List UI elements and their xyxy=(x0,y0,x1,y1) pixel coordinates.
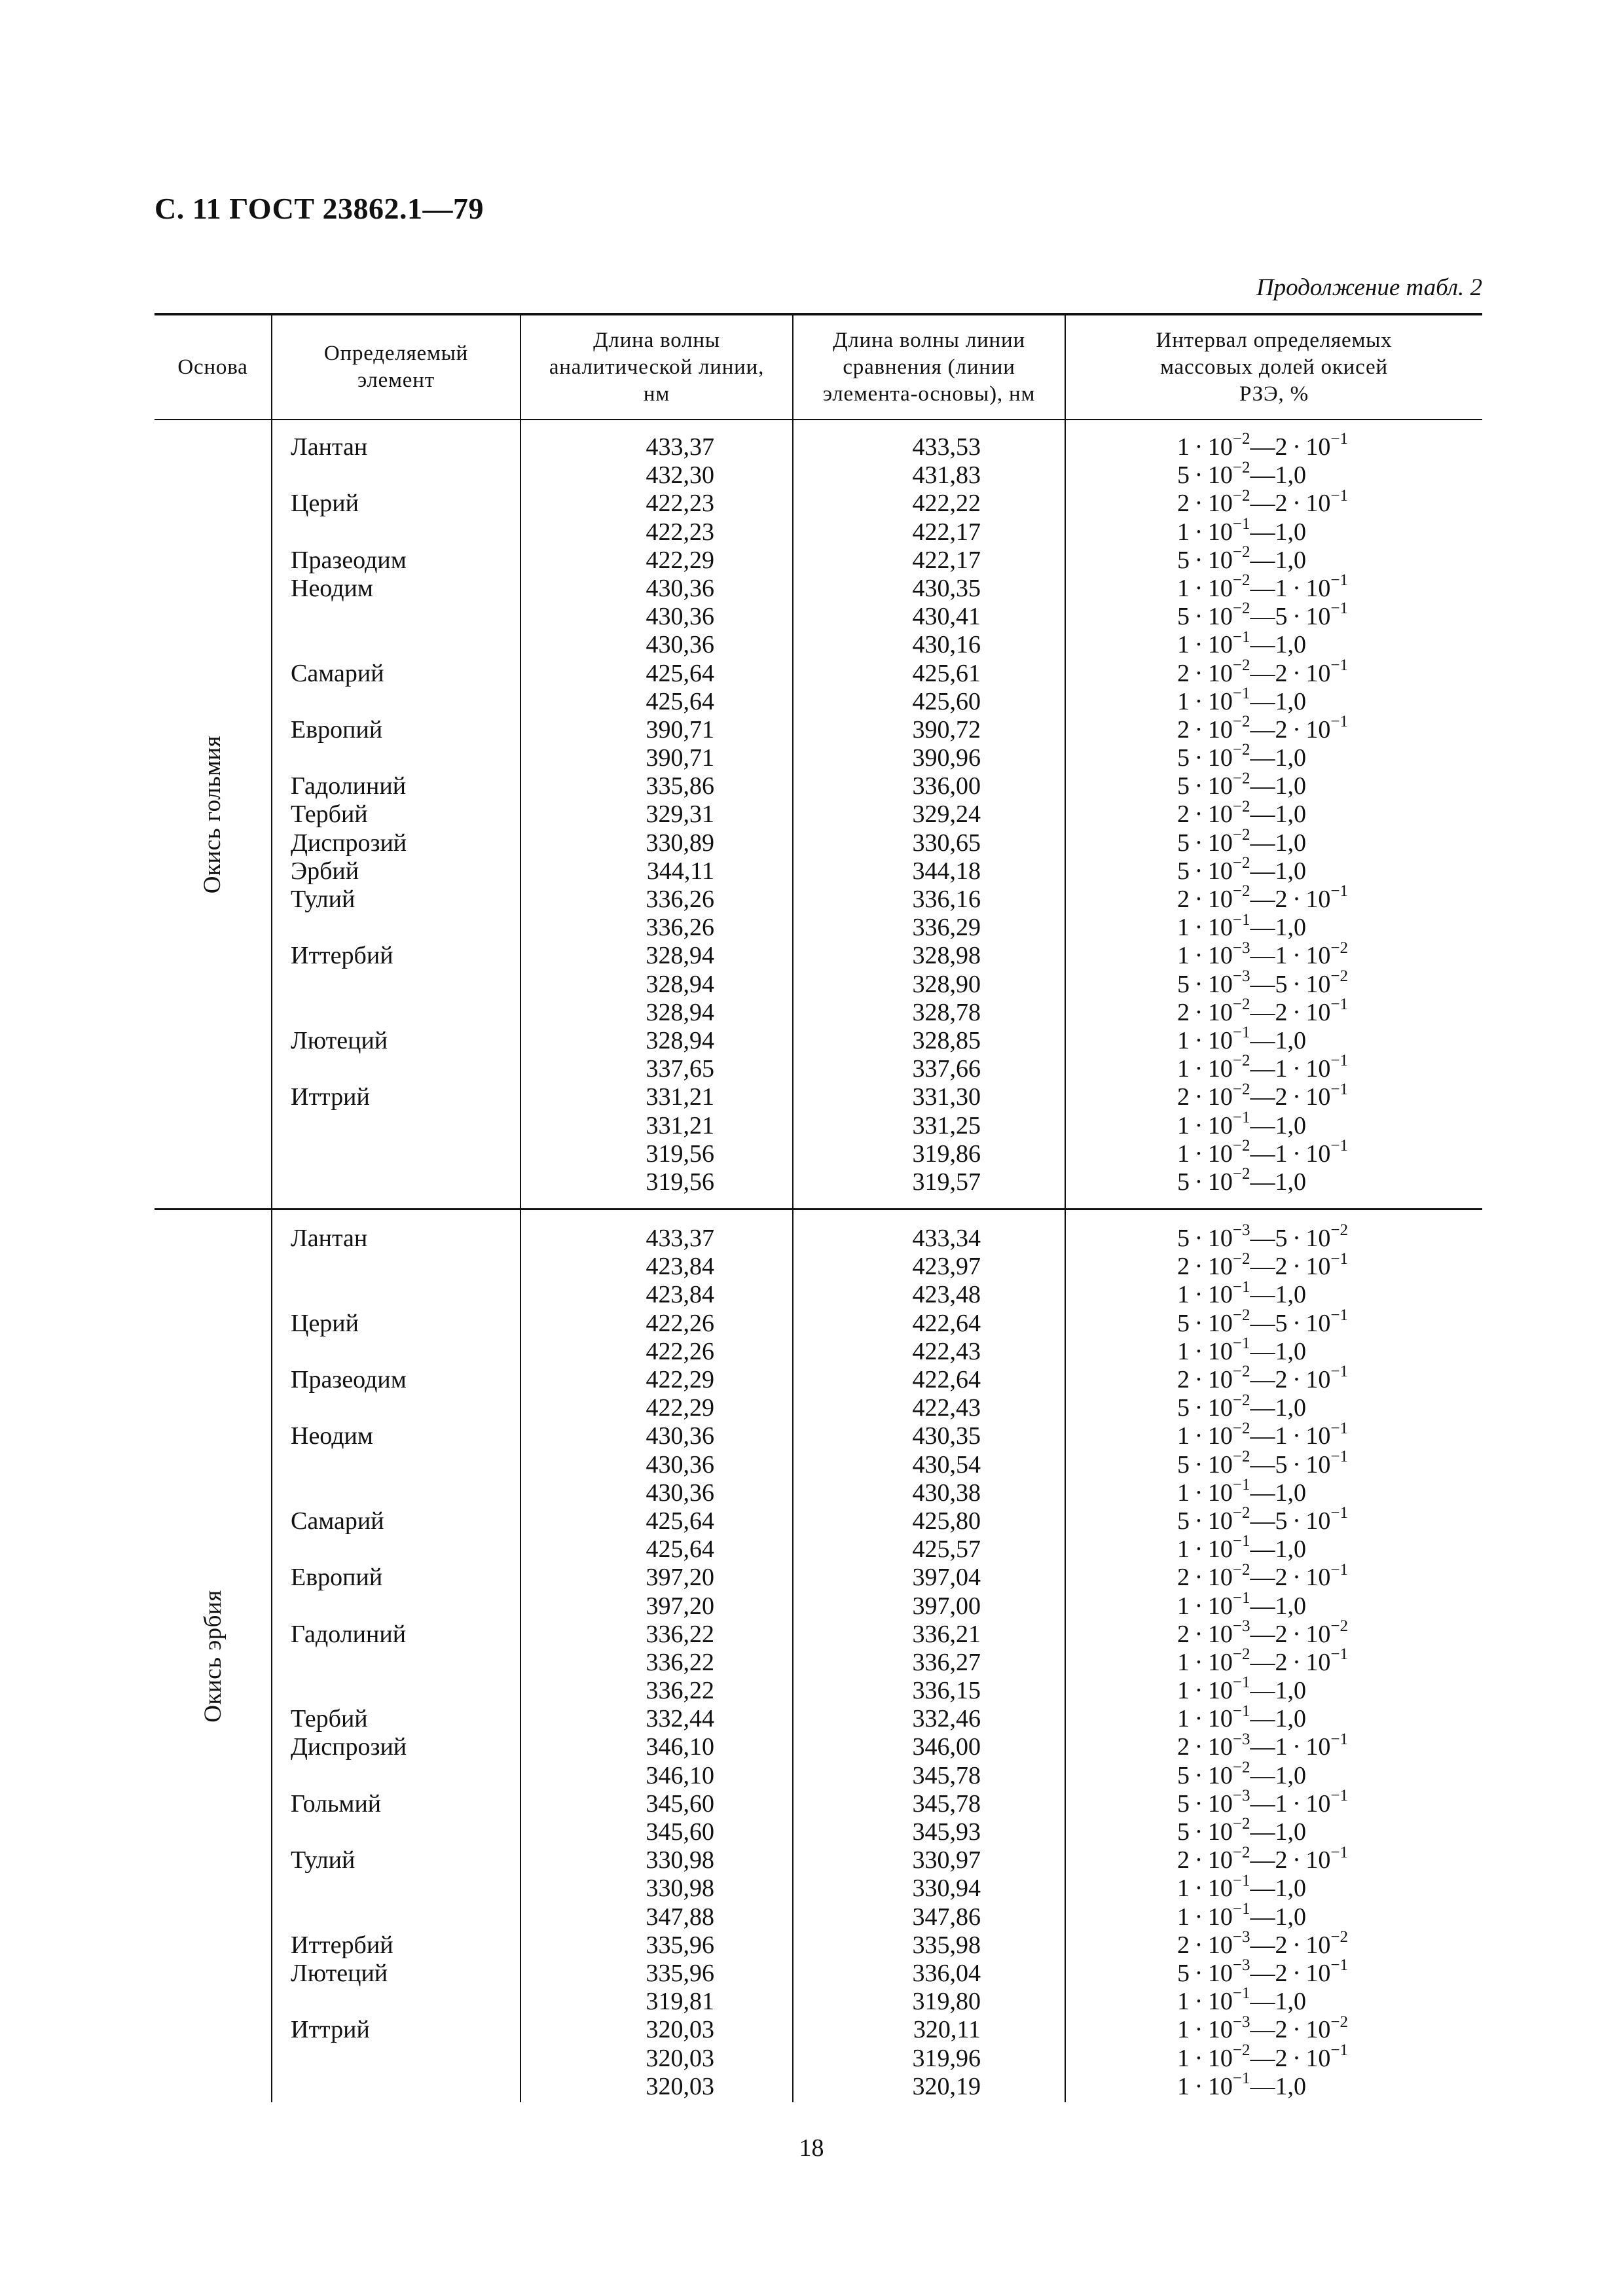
comparison-wavelength: 345,78 xyxy=(912,1761,981,1789)
table-row xyxy=(155,1815,1482,1846)
table-row xyxy=(155,458,1482,490)
comparison-wavelength: 346,00 xyxy=(912,1733,981,1761)
analytical-wavelength: 422,29 xyxy=(646,1394,714,1422)
base-material-text: Окись эрбия xyxy=(199,1590,227,1723)
concentration-range: $1 \cdot 10^{-2}—2 \cdot 10^{-1}$ xyxy=(1177,1645,1348,1676)
concentration-range: $1 \cdot 10^{-2}—1 \cdot 10^{-1}$ xyxy=(1177,1137,1348,1168)
comparison-wavelength: 430,16 xyxy=(912,631,981,659)
comparison-wavelength: 425,61 xyxy=(912,659,981,687)
comparison-wavelength: 328,78 xyxy=(912,998,981,1026)
table-row xyxy=(155,1391,1482,1422)
analytical-wavelength: 320,03 xyxy=(646,2072,714,2100)
concentration-range: $5 \cdot 10^{-3}—1 \cdot 10^{-1}$ xyxy=(1177,1787,1348,1818)
element-name: Гольмий xyxy=(291,1789,382,1818)
element-name: Иттербий xyxy=(291,1931,393,1959)
concentration-range: $1 \cdot 10^{-2}—1 \cdot 10^{-1}$ xyxy=(1177,1052,1348,1083)
table-row xyxy=(155,1419,1482,1450)
comparison-wavelength: 390,72 xyxy=(912,715,981,744)
comparison-wavelength: 336,04 xyxy=(912,1959,981,1987)
analytical-wavelength: 336,26 xyxy=(646,886,714,913)
table-row xyxy=(155,769,1482,800)
concentration-range: $5 \cdot 10^{-2}—5 \cdot 10^{-1}$ xyxy=(1177,1504,1348,1535)
comparison-wavelength: 320,19 xyxy=(912,2072,981,2100)
element-name: Самарий xyxy=(291,659,384,687)
concentration-range: $2 \cdot 10^{-3}—2 \cdot 10^{-2}$ xyxy=(1177,1617,1348,1648)
concentration-range: $2 \cdot 10^{-2}—2 \cdot 10^{-1}$ xyxy=(1177,1363,1348,1393)
concentration-range: $2 \cdot 10^{-2}—2 \cdot 10^{-1}$ xyxy=(1177,882,1348,913)
comparison-wavelength: 337,66 xyxy=(912,1055,981,1083)
analytical-wavelength: 335,96 xyxy=(646,1931,714,1959)
concentration-range: $1 \cdot 10^{-2}—2 \cdot 10^{-1}$ xyxy=(1177,430,1348,461)
concentration-range: $1 \cdot 10^{-1}—1,0$ xyxy=(1177,1476,1306,1507)
analytical-wavelength: 320,03 xyxy=(646,2016,714,2044)
table-row xyxy=(155,1532,1482,1564)
concentration-range: $5 \cdot 10^{-2}—1,0$ xyxy=(1177,1391,1306,1422)
concentration-range: $2 \cdot 10^{-2}—2 \cdot 10^{-1}$ xyxy=(1177,656,1348,687)
data-table xyxy=(155,313,1482,2102)
element-name: Иттрий xyxy=(291,1083,370,1111)
comparison-wavelength: 422,22 xyxy=(912,490,981,518)
table-row xyxy=(155,1674,1482,1705)
table-section xyxy=(155,420,1482,1208)
table-row xyxy=(155,741,1482,772)
comparison-wavelength: 319,80 xyxy=(912,1988,981,2016)
element-name: Эрбий xyxy=(291,857,359,885)
analytical-wavelength: 430,36 xyxy=(646,1450,714,1479)
analytical-wavelength: 425,64 xyxy=(646,1507,714,1535)
comparison-wavelength: 331,25 xyxy=(912,1111,981,1139)
concentration-range: $5 \cdot 10^{-3}—5 \cdot 10^{-2}$ xyxy=(1177,967,1348,998)
table-row xyxy=(155,1504,1482,1535)
header-analytical-wavelength: Длина волны аналитической линии, нм xyxy=(549,328,765,406)
concentration-range: $1 \cdot 10^{-1}—1,0$ xyxy=(1177,1702,1306,1733)
concentration-range: $1 \cdot 10^{-1}—1,0$ xyxy=(1177,1532,1306,1564)
element-name: Лантан xyxy=(291,1225,368,1253)
table-body xyxy=(155,420,1482,2102)
table-row xyxy=(155,1249,1482,1281)
element-name: Неодим xyxy=(291,1422,373,1450)
comparison-wavelength: 319,86 xyxy=(912,1139,981,1168)
comparison-wavelength: 422,43 xyxy=(912,1394,981,1422)
concentration-range: $1 \cdot 10^{-1}—1,0$ xyxy=(1177,1899,1306,1931)
comparison-wavelength: 425,60 xyxy=(912,687,981,715)
analytical-wavelength: 335,96 xyxy=(646,1959,714,1987)
concentration-range: $5 \cdot 10^{-2}—5 \cdot 10^{-1}$ xyxy=(1177,1447,1348,1479)
comparison-wavelength: 390,96 xyxy=(912,744,981,772)
concentration-range: $1 \cdot 10^{-3}—1 \cdot 10^{-2}$ xyxy=(1177,939,1348,970)
element-name: Церий xyxy=(291,490,359,518)
concentration-range: $5 \cdot 10^{-3}—2 \cdot 10^{-1}$ xyxy=(1177,1956,1348,1987)
table-row xyxy=(155,430,1482,461)
concentration-range: $1 \cdot 10^{-3}—2 \cdot 10^{-2}$ xyxy=(1177,2013,1348,2044)
table-row xyxy=(155,1617,1482,1649)
table-row xyxy=(155,1335,1482,1366)
element-name: Иттербий xyxy=(291,942,393,970)
concentration-range: $2 \cdot 10^{-2}—2 \cdot 10^{-1}$ xyxy=(1177,713,1348,744)
table-row xyxy=(155,1702,1482,1733)
concentration-range: $1 \cdot 10^{-1}—1,0$ xyxy=(1177,1984,1306,2016)
comparison-wavelength: 330,65 xyxy=(912,829,981,857)
concentration-range: $5 \cdot 10^{-2}—1,0$ xyxy=(1177,458,1306,490)
table-row xyxy=(155,825,1482,857)
base-material-text: Окись гольмия xyxy=(199,735,227,893)
concentration-range: $5 \cdot 10^{-3}—5 \cdot 10^{-2}$ xyxy=(1177,1221,1348,1253)
comparison-wavelength: 433,53 xyxy=(912,433,981,461)
analytical-wavelength: 345,60 xyxy=(646,1789,714,1818)
analytical-wavelength: 329,31 xyxy=(646,800,714,829)
concentration-range: $2 \cdot 10^{-2}—1,0$ xyxy=(1177,797,1306,829)
table-row xyxy=(155,854,1482,886)
element-name: Иттрий xyxy=(291,2016,370,2044)
analytical-wavelength: 425,64 xyxy=(646,1535,714,1564)
comparison-wavelength: 336,27 xyxy=(912,1648,981,1676)
comparison-wavelength: 336,00 xyxy=(912,772,981,800)
table-row xyxy=(155,543,1482,575)
table-row xyxy=(155,571,1482,603)
comparison-wavelength: 344,18 xyxy=(912,857,981,885)
comparison-wavelength: 430,35 xyxy=(912,1422,981,1450)
analytical-wavelength: 328,94 xyxy=(646,970,714,998)
table-row xyxy=(155,1306,1482,1338)
element-name: Диспрозий xyxy=(291,829,407,857)
concentration-range: $1 \cdot 10^{-1}—1,0$ xyxy=(1177,628,1306,659)
concentration-range: $2 \cdot 10^{-2}—2 \cdot 10^{-1}$ xyxy=(1177,1560,1348,1592)
analytical-wavelength: 320,03 xyxy=(646,2044,714,2072)
analytical-wavelength: 433,37 xyxy=(646,433,714,461)
header-base: Основа xyxy=(177,355,248,379)
table-row xyxy=(155,1137,1482,1168)
comparison-wavelength: 422,64 xyxy=(912,1366,981,1393)
element-name: Лантан xyxy=(291,433,368,461)
analytical-wavelength: 430,36 xyxy=(646,603,714,631)
table-row xyxy=(155,1645,1482,1677)
table-row xyxy=(155,2041,1482,2073)
analytical-wavelength: 430,36 xyxy=(646,574,714,602)
comparison-wavelength: 430,41 xyxy=(912,603,981,631)
analytical-wavelength: 330,98 xyxy=(646,1846,714,1874)
table-row xyxy=(155,1843,1482,1874)
table-row xyxy=(155,882,1482,914)
concentration-range: $5 \cdot 10^{-2}—1,0$ xyxy=(1177,741,1306,772)
comparison-wavelength: 331,30 xyxy=(912,1083,981,1111)
table-row xyxy=(155,1221,1482,1253)
analytical-wavelength: 346,10 xyxy=(646,1733,714,1761)
analytical-wavelength: 336,22 xyxy=(646,1648,714,1676)
analytical-wavelength: 422,29 xyxy=(646,1366,714,1393)
comparison-wavelength: 345,78 xyxy=(912,1789,981,1818)
table-row xyxy=(155,1165,1482,1196)
concentration-range: $5 \cdot 10^{-2}—1,0$ xyxy=(1177,1165,1306,1196)
comparison-wavelength: 422,17 xyxy=(912,546,981,574)
comparison-wavelength: 320,11 xyxy=(913,2016,981,2044)
analytical-wavelength: 335,86 xyxy=(646,772,714,800)
analytical-wavelength: 422,29 xyxy=(646,546,714,574)
table-row xyxy=(155,713,1482,744)
table-section xyxy=(155,1208,1482,2102)
analytical-wavelength: 423,84 xyxy=(646,1281,714,1309)
analytical-wavelength: 425,64 xyxy=(646,687,714,715)
analytical-wavelength: 330,98 xyxy=(646,1874,714,1903)
concentration-range: $1 \cdot 10^{-1}—1,0$ xyxy=(1177,685,1306,715)
table-row xyxy=(155,1476,1482,1507)
comparison-wavelength: 328,90 xyxy=(912,970,981,998)
concentration-range: $2 \cdot 10^{-2}—2 \cdot 10^{-1}$ xyxy=(1177,1843,1348,1874)
comparison-wavelength: 425,80 xyxy=(912,1507,981,1535)
header-comparison-wavelength: Длина волны линии сравнения (линии элемента-основы), нм xyxy=(822,328,1036,406)
header-divider xyxy=(792,315,793,419)
analytical-wavelength: 330,89 xyxy=(646,829,714,857)
concentration-range: $1 \cdot 10^{-2}—1 \cdot 10^{-1}$ xyxy=(1177,1419,1348,1450)
analytical-wavelength: 319,56 xyxy=(646,1139,714,1168)
element-name: Тулий xyxy=(291,1846,356,1874)
comparison-wavelength: 422,17 xyxy=(912,518,981,546)
analytical-wavelength: 422,26 xyxy=(646,1337,714,1365)
element-name: Лютеций xyxy=(291,1026,388,1054)
comparison-wavelength: 431,83 xyxy=(912,461,981,490)
concentration-range: $1 \cdot 10^{-1}—1,0$ xyxy=(1177,910,1306,942)
comparison-wavelength: 425,57 xyxy=(912,1535,981,1564)
analytical-wavelength: 331,21 xyxy=(646,1083,714,1111)
analytical-wavelength: 347,88 xyxy=(646,1903,714,1931)
analytical-wavelength: 328,94 xyxy=(646,998,714,1026)
concentration-range: $1 \cdot 10^{-1}—1,0$ xyxy=(1177,1108,1306,1139)
concentration-range: $5 \cdot 10^{-2}—5 \cdot 10^{-1}$ xyxy=(1177,600,1348,631)
concentration-range: $1 \cdot 10^{-1}—1,0$ xyxy=(1177,1335,1306,1365)
comparison-wavelength: 330,97 xyxy=(912,1846,981,1874)
comparison-wavelength: 422,43 xyxy=(912,1337,981,1365)
table-row xyxy=(155,1787,1482,1818)
analytical-wavelength: 430,36 xyxy=(646,631,714,659)
analytical-wavelength: 328,94 xyxy=(646,1026,714,1054)
concentration-range: $1 \cdot 10^{-1}—1,0$ xyxy=(1177,1024,1306,1054)
concentration-range: $5 \cdot 10^{-2}—1,0$ xyxy=(1177,769,1306,800)
comparison-wavelength: 328,85 xyxy=(912,1026,981,1054)
analytical-wavelength: 390,71 xyxy=(646,744,714,772)
analytical-wavelength: 319,56 xyxy=(646,1168,714,1196)
table-row xyxy=(155,1588,1482,1621)
comparison-wavelength: 430,35 xyxy=(912,574,981,602)
analytical-wavelength: 433,37 xyxy=(646,1225,714,1253)
concentration-range: $2 \cdot 10^{-2}—2 \cdot 10^{-1}$ xyxy=(1177,1080,1348,1111)
comparison-wavelength: 319,57 xyxy=(912,1168,981,1196)
element-name: Диспрозий xyxy=(291,1733,407,1761)
concentration-range: $5 \cdot 10^{-2}—1,0$ xyxy=(1177,1758,1306,1789)
comparison-wavelength: 336,29 xyxy=(912,914,981,942)
comparison-wavelength: 430,54 xyxy=(912,1450,981,1479)
concentration-range: $2 \cdot 10^{-2}—2 \cdot 10^{-1}$ xyxy=(1177,996,1348,1026)
comparison-wavelength: 345,93 xyxy=(912,1818,981,1846)
concentration-range: $1 \cdot 10^{-1}—1,0$ xyxy=(1177,1871,1306,1903)
comparison-wavelength: 397,00 xyxy=(912,1592,981,1620)
concentration-range: $1 \cdot 10^{-1}—1,0$ xyxy=(1177,1588,1306,1620)
concentration-range: $2 \cdot 10^{-2}—2 \cdot 10^{-1}$ xyxy=(1177,486,1348,518)
analytical-wavelength: 422,23 xyxy=(646,518,714,546)
table-row xyxy=(155,967,1482,999)
analytical-wavelength: 336,22 xyxy=(646,1677,714,1705)
comparison-wavelength: 422,64 xyxy=(912,1309,981,1337)
comparison-wavelength: 336,16 xyxy=(912,886,981,913)
table-row xyxy=(155,1956,1482,1988)
concentration-range: $1 \cdot 10^{-1}—1,0$ xyxy=(1177,1674,1306,1705)
comparison-wavelength: 347,86 xyxy=(912,1903,981,1931)
table-row xyxy=(155,1024,1482,1055)
element-name: Тербий xyxy=(291,1705,368,1733)
table-row xyxy=(155,939,1482,970)
continuation-label: Продолжение табл. 2 xyxy=(1256,274,1482,301)
concentration-range: $5 \cdot 10^{-2}—1,0$ xyxy=(1177,825,1306,857)
element-name: Церий xyxy=(291,1309,359,1337)
table-row xyxy=(155,2013,1482,2044)
analytical-wavelength: 337,65 xyxy=(646,1055,714,1083)
concentration-range: $5 \cdot 10^{-2}—5 \cdot 10^{-1}$ xyxy=(1177,1306,1348,1337)
table-row xyxy=(155,1928,1482,1960)
comparison-wavelength: 336,15 xyxy=(912,1677,981,1705)
analytical-wavelength: 336,22 xyxy=(646,1620,714,1648)
table-row xyxy=(155,1108,1482,1140)
table-row xyxy=(155,1560,1482,1592)
table-row xyxy=(155,1899,1482,1931)
analytical-wavelength: 397,20 xyxy=(646,1592,714,1620)
header-range: Интервал определяемых массовых долей окисей РЗЭ, % xyxy=(1156,328,1393,406)
analytical-wavelength: 422,26 xyxy=(646,1309,714,1337)
table-row xyxy=(155,1278,1482,1309)
analytical-wavelength: 425,64 xyxy=(646,659,714,687)
comparison-wavelength: 433,34 xyxy=(912,1225,981,1253)
comparison-wavelength: 319,96 xyxy=(912,2044,981,2072)
concentration-range: $2 \cdot 10^{-2}—2 \cdot 10^{-1}$ xyxy=(1177,1249,1348,1281)
comparison-wavelength: 423,97 xyxy=(912,1253,981,1281)
analytical-wavelength: 423,84 xyxy=(646,1253,714,1281)
element-name: Тулий xyxy=(291,886,356,913)
concentration-range: $2 \cdot 10^{-3}—2 \cdot 10^{-2}$ xyxy=(1177,1928,1348,1959)
analytical-wavelength: 336,26 xyxy=(646,914,714,942)
table-row xyxy=(155,1052,1482,1083)
analytical-wavelength: 430,36 xyxy=(646,1422,714,1450)
comparison-wavelength: 329,24 xyxy=(912,800,981,829)
comparison-wavelength: 423,48 xyxy=(912,1281,981,1309)
concentration-range: $5 \cdot 10^{-2}—1,0$ xyxy=(1177,1815,1306,1846)
element-name: Самарий xyxy=(291,1507,384,1535)
header-element: Определяемый элемент xyxy=(323,342,469,392)
analytical-wavelength: 319,81 xyxy=(646,1988,714,2016)
concentration-range: $1 \cdot 10^{-2}—1 \cdot 10^{-1}$ xyxy=(1177,571,1348,602)
comparison-wavelength: 397,04 xyxy=(912,1564,981,1592)
comparison-wavelength: 328,98 xyxy=(912,942,981,970)
concentration-range: $2 \cdot 10^{-3}—1 \cdot 10^{-1}$ xyxy=(1177,1730,1348,1761)
element-name: Лютеций xyxy=(291,1959,388,1987)
analytical-wavelength: 390,71 xyxy=(646,715,714,744)
analytical-wavelength: 422,23 xyxy=(646,490,714,518)
table-row xyxy=(155,996,1482,1027)
analytical-wavelength: 432,30 xyxy=(646,461,714,490)
table-row xyxy=(155,1080,1482,1111)
header-divider xyxy=(271,315,272,419)
analytical-wavelength: 397,20 xyxy=(646,1564,714,1592)
table-header xyxy=(155,313,1482,420)
concentration-range: $1 \cdot 10^{-1}—1,0$ xyxy=(1177,2070,1306,2100)
concentration-range: $5 \cdot 10^{-2}—1,0$ xyxy=(1177,854,1306,885)
analytical-wavelength: 344,11 xyxy=(646,857,714,885)
analytical-wavelength: 328,94 xyxy=(646,942,714,970)
comparison-wavelength: 430,38 xyxy=(912,1479,981,1507)
comparison-wavelength: 332,46 xyxy=(912,1705,981,1733)
comparison-wavelength: 330,94 xyxy=(912,1874,981,1903)
table-row xyxy=(155,2070,1482,2101)
table-row xyxy=(155,797,1482,829)
table-row xyxy=(155,486,1482,518)
element-name: Празеодим xyxy=(291,1366,407,1393)
table-row xyxy=(155,1758,1482,1790)
concentration-range: $1 \cdot 10^{-1}—1,0$ xyxy=(1177,514,1306,546)
element-name: Гадолиний xyxy=(291,1620,407,1648)
header-divider xyxy=(1065,315,1066,419)
element-name: Тербий xyxy=(291,800,368,829)
table-row xyxy=(155,600,1482,631)
element-name: Европий xyxy=(291,715,383,744)
table-row xyxy=(155,656,1482,688)
element-name: Неодим xyxy=(291,574,373,602)
comparison-wavelength: 335,98 xyxy=(912,1931,981,1959)
analytical-wavelength: 332,44 xyxy=(646,1705,714,1733)
analytical-wavelength: 430,36 xyxy=(646,1479,714,1507)
element-name: Празеодим xyxy=(291,546,407,574)
page-number: 18 xyxy=(799,2134,824,2162)
table-row xyxy=(155,1447,1482,1479)
comparison-wavelength: 336,21 xyxy=(912,1620,981,1648)
table-row xyxy=(155,1363,1482,1394)
table-row xyxy=(155,514,1482,547)
table-row xyxy=(155,685,1482,716)
page-header: С. 11 ГОСТ 23862.1—79 xyxy=(155,192,484,225)
table-row xyxy=(155,910,1482,942)
analytical-wavelength: 331,21 xyxy=(646,1111,714,1139)
element-name: Европий xyxy=(291,1564,383,1592)
concentration-range: $1 \cdot 10^{-1}—1,0$ xyxy=(1177,1278,1306,1309)
table-row xyxy=(155,1984,1482,2016)
element-name: Гадолиний xyxy=(291,772,407,800)
concentration-range: $1 \cdot 10^{-2}—2 \cdot 10^{-1}$ xyxy=(1177,2041,1348,2072)
table-row xyxy=(155,1730,1482,1761)
table-row xyxy=(155,628,1482,659)
analytical-wavelength: 346,10 xyxy=(646,1761,714,1789)
analytical-wavelength: 345,60 xyxy=(646,1818,714,1846)
concentration-range: $5 \cdot 10^{-2}—1,0$ xyxy=(1177,543,1306,574)
table-row xyxy=(155,1871,1482,1903)
header-divider xyxy=(520,315,521,419)
